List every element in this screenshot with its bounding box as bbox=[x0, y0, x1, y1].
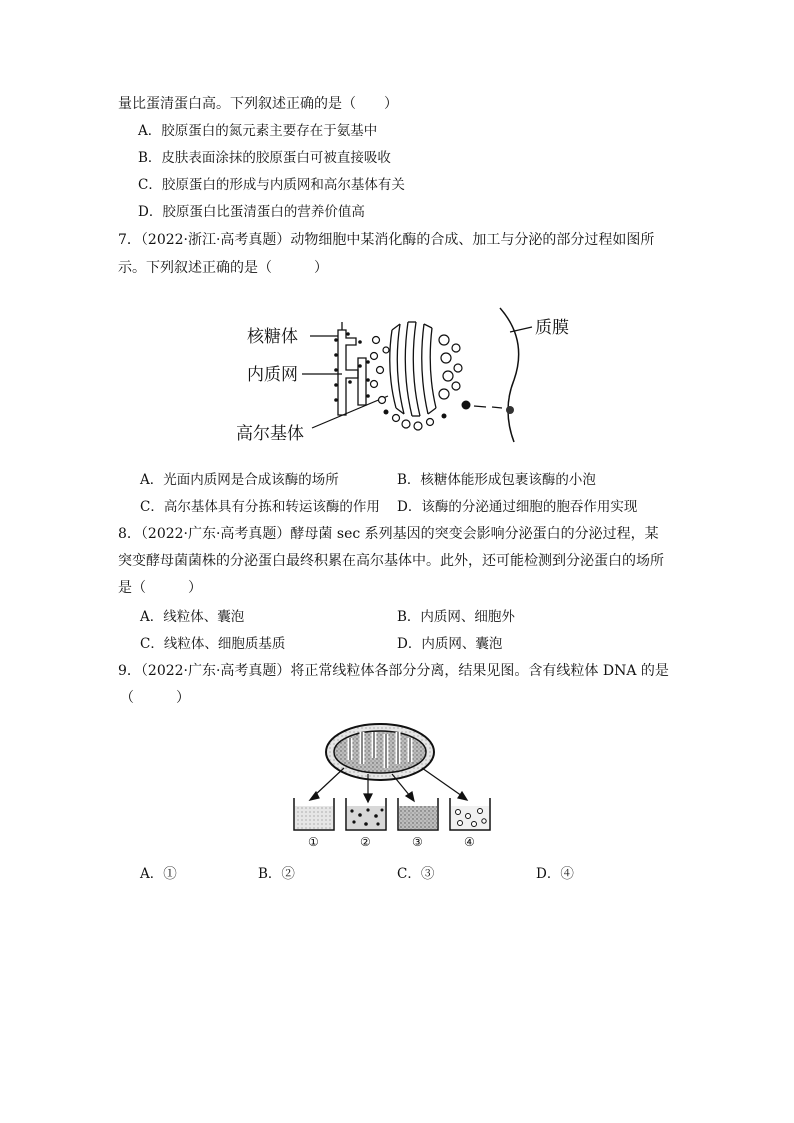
q8-option-c[interactable]: C．线粒体、细胞质基质 bbox=[140, 636, 286, 652]
q9-option-b[interactable]: B．② bbox=[258, 866, 295, 882]
q9-option-a[interactable]: A．① bbox=[140, 866, 177, 882]
q7-option-a[interactable]: A．光面内质网是合成该酶的场所 bbox=[140, 472, 339, 488]
q6-option-b[interactable]: B．皮肤表面涂抹的胶原蛋白可被直接吸收 bbox=[138, 150, 391, 166]
q6-option-c[interactable]: C．胶原蛋白的形成与内质网和高尔基体有关 bbox=[138, 177, 405, 193]
label-golgi: 高尔基体 bbox=[236, 424, 304, 444]
q6-option-d[interactable]: D．胶原蛋白比蛋清蛋白的营养价值高 bbox=[138, 204, 365, 220]
golgi-apparatus-shape bbox=[390, 322, 436, 416]
q7-option-c[interactable]: C．高尔基体具有分拣和转运该酶的作用 bbox=[140, 499, 380, 515]
q8-option-d[interactable]: D．内质网、囊泡 bbox=[397, 636, 503, 652]
label-ribosome: 核糖体 bbox=[247, 327, 298, 347]
tube-label-4: ④ bbox=[464, 835, 475, 849]
q9-option-d[interactable]: D．④ bbox=[536, 866, 574, 882]
plasma-membrane bbox=[500, 308, 519, 442]
tube-4 bbox=[450, 798, 490, 830]
q8-stem-line1: 8．（2022·广东·高考真题）酵母菌 sec 系列基因的突变会影响分泌蛋白的分泌过程，某 bbox=[118, 526, 659, 542]
tube-label-3: ③ bbox=[412, 835, 423, 849]
q8-stem-line2: 突变酵母菌菌株的分泌蛋白最终积累在高尔基体中。此外，还可能检测到分泌蛋白的场所 bbox=[118, 553, 664, 569]
mitochondrion bbox=[326, 724, 434, 780]
mitochondria-fractionation-figure bbox=[288, 718, 506, 852]
q6-option-a[interactable]: A．胶原蛋白的氮元素主要存在于氨基中 bbox=[138, 123, 378, 139]
q7-stem-line1: 7．（2022·浙江·高考真题）动物细胞中某消化酶的合成、加工与分泌的部分过程如图所 bbox=[118, 232, 655, 248]
secretion-pathway-figure bbox=[230, 300, 590, 450]
q6-stem-continuation: 量比蛋清蛋白高。下列叙述正确的是（ ） bbox=[118, 96, 398, 112]
tube-2 bbox=[346, 798, 386, 830]
q8-stem-line3: 是（ ） bbox=[118, 580, 202, 596]
q7-stem-line2: 示。下列叙述正确的是（ ） bbox=[118, 260, 328, 276]
label-membrane: 质膜 bbox=[535, 318, 569, 338]
secretory-vesicles bbox=[393, 335, 463, 430]
label-er: 内质网 bbox=[247, 365, 298, 385]
ribosome-dots bbox=[334, 332, 370, 402]
transport-vesicles bbox=[371, 337, 390, 404]
tube-label-1: ① bbox=[308, 835, 319, 849]
q7-option-d[interactable]: D．该酶的分泌通过细胞的胞吞作用实现 bbox=[397, 499, 638, 515]
q7-option-b[interactable]: B．核糖体能形成包裹该酶的小泡 bbox=[397, 472, 596, 488]
tube-1 bbox=[294, 798, 334, 830]
endoplasmic-reticulum-shape bbox=[338, 322, 366, 415]
q8-option-b[interactable]: B．内质网、细胞外 bbox=[397, 609, 515, 625]
exocytosis-point bbox=[506, 406, 514, 414]
tube-3 bbox=[398, 798, 438, 830]
secretory-granule bbox=[462, 401, 471, 410]
q9-option-c[interactable]: C．③ bbox=[397, 866, 435, 882]
q9-stem-line2: （ ） bbox=[120, 690, 190, 706]
q8-option-a[interactable]: A．线粒体、囊泡 bbox=[140, 609, 245, 625]
tube-label-2: ② bbox=[360, 835, 371, 849]
q9-stem-line1: 9．（2022·广东·高考真题）将正常线粒体各部分分离，结果见图。含有线粒体 DNA 的是 bbox=[118, 663, 669, 679]
